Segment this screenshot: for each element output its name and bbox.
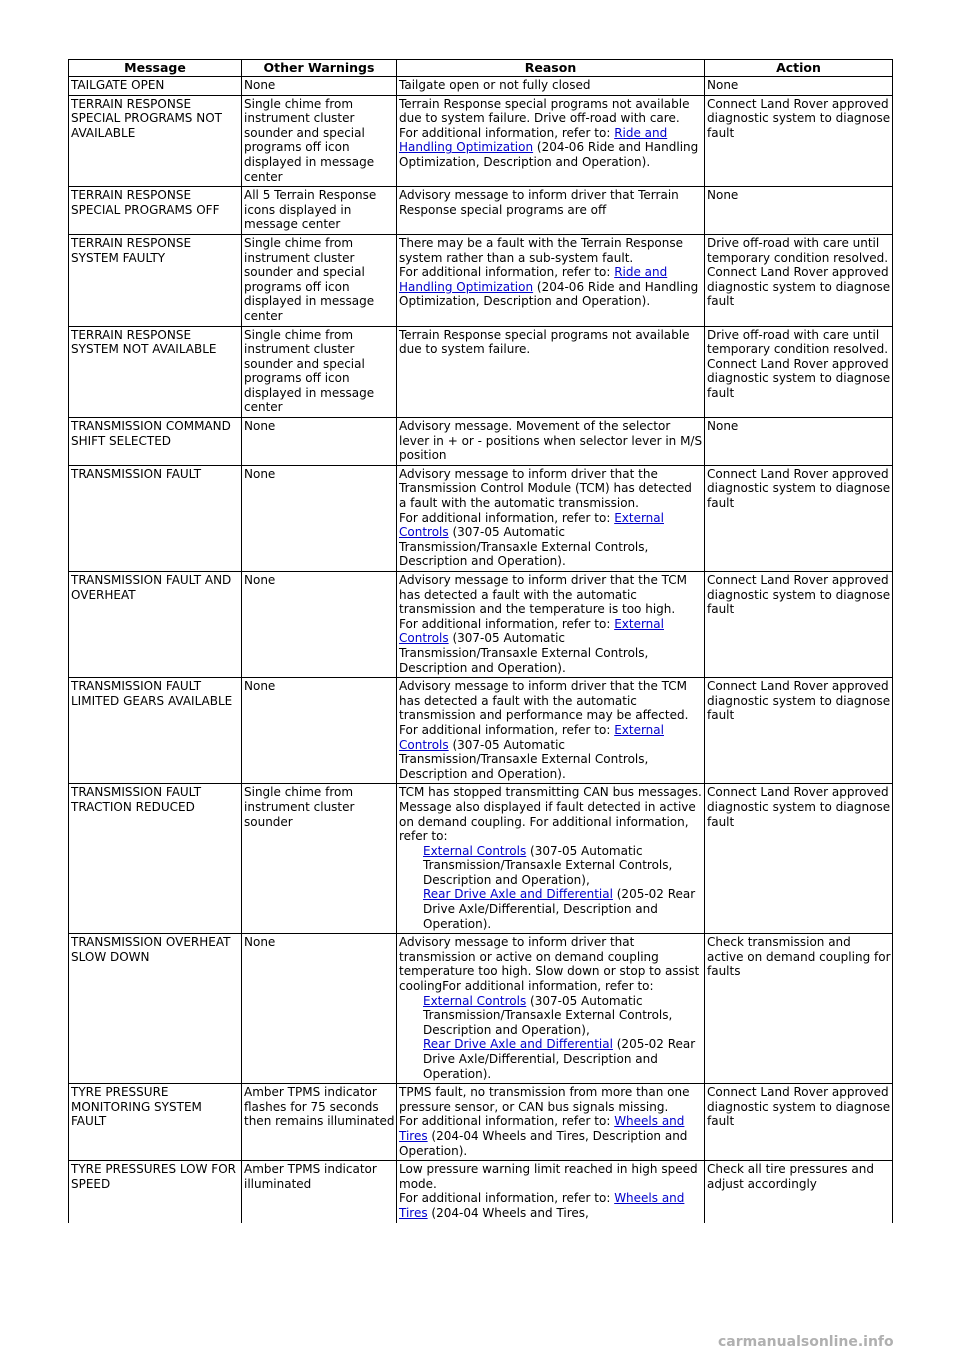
reference-link[interactable]: Ride and Handling Optimization: [399, 265, 668, 294]
reason-cell: [397, 1161, 705, 1223]
reason-paragraph: There may be a fault with the Terrain Response system rather than a sub-system fault.: [399, 235, 684, 265]
reference-link[interactable]: Wheels and Tires: [399, 1191, 685, 1220]
reference-prefix: For additional information, refer to:: [399, 722, 615, 737]
reason-cell: [397, 95, 705, 187]
message-cell: TRANSMISSION FAULT: [69, 465, 242, 571]
action-cell: Check all tire pressures and adjust accordingly: [705, 1161, 893, 1223]
reference-suffix: (307-05 Automatic Transmission/Transaxle External Controls, Description and Operation).: [399, 525, 649, 569]
reason-cell: [397, 572, 705, 678]
reason-paragraph: Terrain Response special programs not available due to system failure. Drive off-road with care.: [399, 96, 690, 126]
table-row: [69, 1084, 893, 1161]
table-header-row: [69, 60, 893, 77]
document-page: [68, 59, 892, 1223]
action-cell: None: [705, 187, 893, 235]
reference-prefix: For additional information, refer to:: [399, 510, 615, 525]
reference-link[interactable]: Rear Drive Axle and Differential: [423, 887, 613, 902]
reference-suffix: (307-05 Automatic Transmission/Transaxle External Controls, Description and Operation),: [423, 993, 673, 1037]
action-cell: Connect Land Rover approved diagnostic system to diagnose fault: [705, 784, 893, 934]
reason-paragraph: [399, 617, 703, 675]
reason-paragraph: Tailgate open or not fully closed: [399, 78, 591, 92]
column-header-reason: Reason: [397, 60, 705, 77]
reason-cell: [397, 934, 705, 1084]
other-warnings-cell: All 5 Terrain Response icons displayed in message center: [242, 187, 397, 235]
other-warnings-cell: None: [242, 418, 397, 466]
reference-prefix: For additional information, refer to:: [399, 125, 615, 140]
other-warnings-cell: None: [242, 77, 397, 96]
message-cell: TAILGATE OPEN: [69, 77, 242, 96]
table-row: [69, 678, 893, 784]
reference-prefix: For additional information, refer to:: [399, 1114, 615, 1129]
reference-link[interactable]: External Controls: [399, 722, 664, 752]
other-warnings-cell: Single chime from instrument cluster sounder and special programs off icon displayed in message center: [242, 234, 397, 326]
action-cell: Connect Land Rover approved diagnostic system to diagnose fault: [705, 678, 893, 784]
reference-link[interactable]: External Controls: [399, 510, 664, 540]
table-row: [69, 187, 893, 235]
message-cell: TERRAIN RESPONSE SYSTEM FAULTY: [69, 234, 242, 326]
reason-paragraph: [399, 844, 703, 888]
other-warnings-cell: None: [242, 678, 397, 784]
reason-paragraph: [399, 1037, 703, 1081]
table-row: [69, 234, 893, 326]
reason-paragraph: Advisory message to inform driver that the TCM has detected a fault with the automatic transmission and performance may be affected.: [399, 679, 689, 723]
reference-prefix: For additional information, refer to:: [399, 265, 615, 280]
action-cell: Connect Land Rover approved diagnostic system to diagnose fault: [705, 572, 893, 678]
table-row: [69, 95, 893, 187]
reference-link[interactable]: Wheels and Tires: [399, 1114, 685, 1143]
reason-cell: [397, 465, 705, 571]
reason-paragraph: Advisory message to inform driver that transmission or active on demand coupling temperature too high. Slow down or stop to assist coolingFor additional information, refer to:: [399, 935, 700, 994]
action-cell: None: [705, 77, 893, 96]
reason-paragraph: Advisory message to inform driver that the TCM has detected a fault with the automatic transmission and the temperature is too high.: [399, 573, 687, 617]
reference-suffix: (307-05 Automatic Transmission/Transaxle External Controls, Description and Operation).: [399, 737, 649, 781]
reason-paragraph: [399, 723, 703, 781]
reference-suffix: (204-06 Ride and Handling Optimization, Description and Operation).: [399, 140, 699, 169]
table-row: [69, 1161, 893, 1223]
reference-suffix: (205-02 Rear Drive Axle/Differential, Description and Operation).: [423, 1037, 696, 1081]
other-warnings-cell: None: [242, 572, 397, 678]
table-row: [69, 326, 893, 418]
reference-link[interactable]: Rear Drive Axle and Differential: [423, 1037, 613, 1052]
warning-messages-table: [68, 59, 893, 1223]
message-cell: TRANSMISSION FAULT TRACTION REDUCED: [69, 784, 242, 934]
reason-paragraph: [399, 511, 703, 569]
reason-paragraph: Advisory message to inform driver that the Transmission Control Module (TCM) has detected a fault with the automatic transmission.: [399, 466, 692, 511]
message-cell: TRANSMISSION FAULT LIMITED GEARS AVAILABLE: [69, 678, 242, 784]
other-warnings-cell: None: [242, 934, 397, 1084]
other-warnings-cell: Single chime from instrument cluster sounder: [242, 784, 397, 934]
message-cell: TRANSMISSION FAULT AND OVERHEAT: [69, 572, 242, 678]
action-cell: None: [705, 418, 893, 466]
reference-prefix: For additional information, refer to:: [399, 616, 615, 631]
reason-cell: [397, 1084, 705, 1161]
action-cell: Drive off-road with care until temporary condition resolved. Connect Land Rover approved diagnostic system to diagnose fault: [705, 326, 893, 418]
table-row: [69, 418, 893, 466]
action-cell: Connect Land Rover approved diagnostic system to diagnose fault: [705, 465, 893, 571]
reason-paragraph: Advisory message to inform driver that Terrain Response special programs are off: [399, 188, 679, 217]
reason-cell: [397, 234, 705, 326]
other-warnings-cell: Single chime from instrument cluster sounder and special programs off icon displayed in message center: [242, 326, 397, 418]
action-cell: Check transmission and active on demand coupling for faults: [705, 934, 893, 1084]
action-cell: Connect Land Rover approved diagnostic system to diagnose fault: [705, 1084, 893, 1161]
action-cell: Drive off-road with care until temporary condition resolved. Connect Land Rover approved diagnostic system to diagnose fault: [705, 234, 893, 326]
other-warnings-cell: Amber TPMS indicator flashes for 75 seconds then remains illuminated: [242, 1084, 397, 1161]
message-cell: TYRE PRESSURES LOW FOR SPEED: [69, 1161, 242, 1223]
message-cell: TERRAIN RESPONSE SPECIAL PROGRAMS OFF: [69, 187, 242, 235]
table-row: [69, 77, 893, 96]
reference-suffix: (307-05 Automatic Transmission/Transaxle External Controls, Description and Operation).: [399, 631, 649, 675]
reference-suffix: (205-02 Rear Drive Axle/Differential, Description and Operation).: [423, 887, 696, 931]
reason-paragraph: [399, 1191, 703, 1220]
table-row: [69, 784, 893, 934]
column-header-other-warnings: Other Warnings: [242, 60, 397, 77]
reason-cell: [397, 784, 705, 934]
reference-suffix: (204-06 Ride and Handling Optimization, Description and Operation).: [399, 279, 699, 309]
reference-prefix: For additional information, refer to:: [399, 1191, 615, 1206]
reference-link[interactable]: External Controls: [399, 616, 664, 646]
message-cell: TYRE PRESSURE MONITORING SYSTEM FAULT: [69, 1084, 242, 1161]
message-cell: TRANSMISSION COMMAND SHIFT SELECTED: [69, 418, 242, 466]
reason-paragraph: [399, 265, 703, 309]
reason-paragraph: [399, 1114, 703, 1158]
other-warnings-cell: Single chime from instrument cluster sounder and special programs off icon displayed in message center: [242, 95, 397, 187]
watermark: carmanualsonline.info: [718, 1334, 894, 1350]
reason-cell: [397, 418, 705, 466]
reference-link[interactable]: Ride and Handling Optimization: [399, 125, 668, 155]
reason-cell: [397, 77, 705, 96]
reference-suffix: (307-05 Automatic Transmission/Transaxle External Controls, Description and Operation),: [423, 843, 673, 887]
reason-paragraph: TPMS fault, no transmission from more than one pressure sensor, or CAN bus signals missing.: [399, 1085, 690, 1114]
reason-paragraph: [399, 887, 703, 931]
reason-cell: [397, 326, 705, 418]
table-row: [69, 934, 893, 1084]
reason-paragraph: [399, 994, 703, 1038]
other-warnings-cell: None: [242, 465, 397, 571]
table-row: [69, 572, 893, 678]
reference-link[interactable]: External Controls: [423, 993, 527, 1008]
reference-suffix: (204-04 Wheels and Tires, Description and Operation).: [399, 1128, 688, 1158]
reference-link[interactable]: External Controls: [423, 843, 527, 858]
other-warnings-cell: Amber TPMS indicator illuminated: [242, 1161, 397, 1223]
reason-paragraph: Advisory message. Movement of the selector lever in + or - positions when selector lever in M/S position: [399, 419, 703, 463]
column-header-message: Message: [69, 60, 242, 77]
action-cell: Connect Land Rover approved diagnostic system to diagnose fault: [705, 95, 893, 187]
message-cell: TERRAIN RESPONSE SPECIAL PROGRAMS NOT AVAILABLE: [69, 95, 242, 187]
message-cell: TERRAIN RESPONSE SYSTEM NOT AVAILABLE: [69, 326, 242, 418]
reason-cell: [397, 187, 705, 235]
reason-paragraph: [399, 126, 703, 170]
message-cell: TRANSMISSION OVERHEAT SLOW DOWN: [69, 934, 242, 1084]
reference-suffix: (204-04 Wheels and Tires,: [427, 1205, 589, 1220]
reason-cell: [397, 678, 705, 784]
reason-paragraph: Low pressure warning limit reached in high speed mode.: [399, 1162, 698, 1191]
reason-paragraph: Terrain Response special programs not available due to system failure.: [399, 327, 690, 357]
reason-paragraph: TCM has stopped transmitting CAN bus messages. Message also displayed if fault detected in active on demand coupling. For additional information, refer to:: [399, 785, 702, 844]
column-header-action: Action: [705, 60, 893, 77]
table-row: [69, 465, 893, 571]
table-body: [69, 77, 893, 1223]
